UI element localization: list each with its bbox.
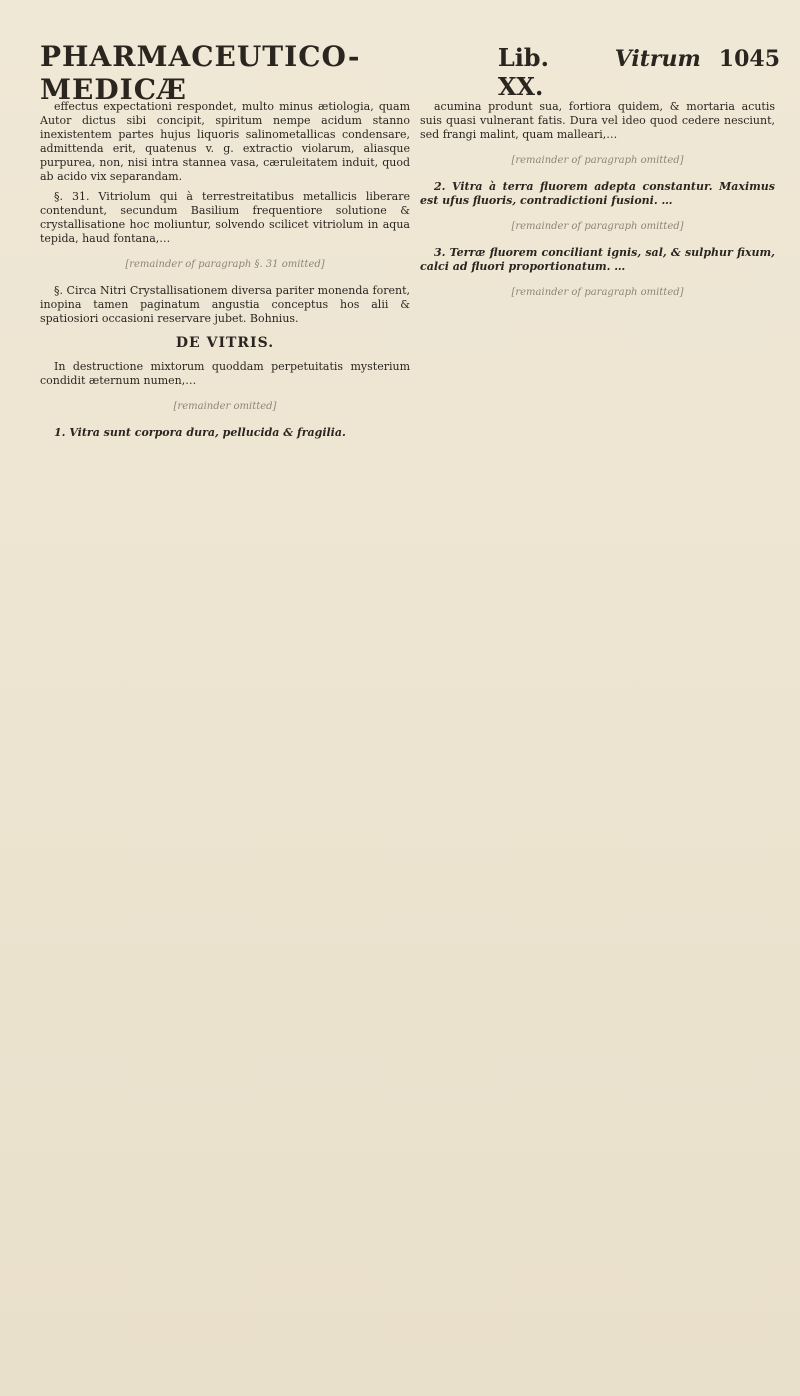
header-page-number: 1045: [718, 46, 780, 72]
running-header: [40, 40, 780, 106]
section-heading-de-vitris: DE VITRIS.: [175, 335, 275, 351]
item-2: 2. Vitra à terra fluorem adepta constantur. Maximus est ufus fluoris, contradictioni fusioni. …: [420, 180, 775, 207]
header-book: Lib. XX.: [497, 43, 549, 101]
paragraph-31: §. 31. Vitriolum qui à terrestreitatibus metallicis liberare contendunt, secundum Basilium frequentiore solutione & crystallisatione hoc moliuntur, solvendo scilicet vitriolum in aqua tepida, haud fontana,…: [40, 190, 410, 245]
header-title: PHARMACEUTICO-MEDICÆ: [40, 40, 361, 106]
item-1: 1. Vitra sunt corpora dura, pellucida & fragilia.: [54, 426, 346, 439]
de-vitris-intro: In destructione mixtorum quoddam perpetuitatis mysterium condidit æternum numen,…: [40, 360, 410, 387]
omitted-text-note: [remainder omitted]: [173, 401, 277, 412]
right-column: [420, 100, 775, 1370]
omitted-text-note: [remainder of paragraph omitted]: [511, 287, 684, 298]
item-3: 3. Terræ fluorem conciliant ignis, sal, & sulphur fixum, calci ad fluori proportionatum. …: [420, 246, 775, 273]
left-intro-paragraph: effectus expectationi respondet, multo minus ætiologia, quam Autor dictus sibi concipit, spiritum nempe acidum stanno inexistentem partes hujus liquoris salinometallicas condensare, admittenda erit, quatenus v. g. extractio violarum, aliasque purpurea, non, nisi intra stannea vasa, cæruleitatem induit, quod ab acido vix separandam.: [40, 100, 410, 183]
omitted-text-note: [remainder of paragraph §. 31 omitted]: [125, 259, 325, 270]
omitted-text-note: [remainder of paragraph omitted]: [511, 155, 684, 166]
paragraph-32: §. Circa Nitri Crystallisationem diversa pariter monenda forent, inopina tamen paginatum angustia conceptus hos alii & spatiosiori occasioni reservare jubet. Bohnius.: [40, 284, 410, 325]
header-section: Vitrum: [614, 46, 701, 72]
left-column: [40, 100, 410, 1370]
right-intro-paragraph: acumina produnt sua, fortiora quidem, & mortaria acutis suis quasi vulnerant fatis. Dura vel ideo quod cedere nesciunt, sed frangi malint, quam malleari,…: [420, 100, 775, 141]
omitted-text-note: [remainder of paragraph omitted]: [511, 221, 684, 232]
